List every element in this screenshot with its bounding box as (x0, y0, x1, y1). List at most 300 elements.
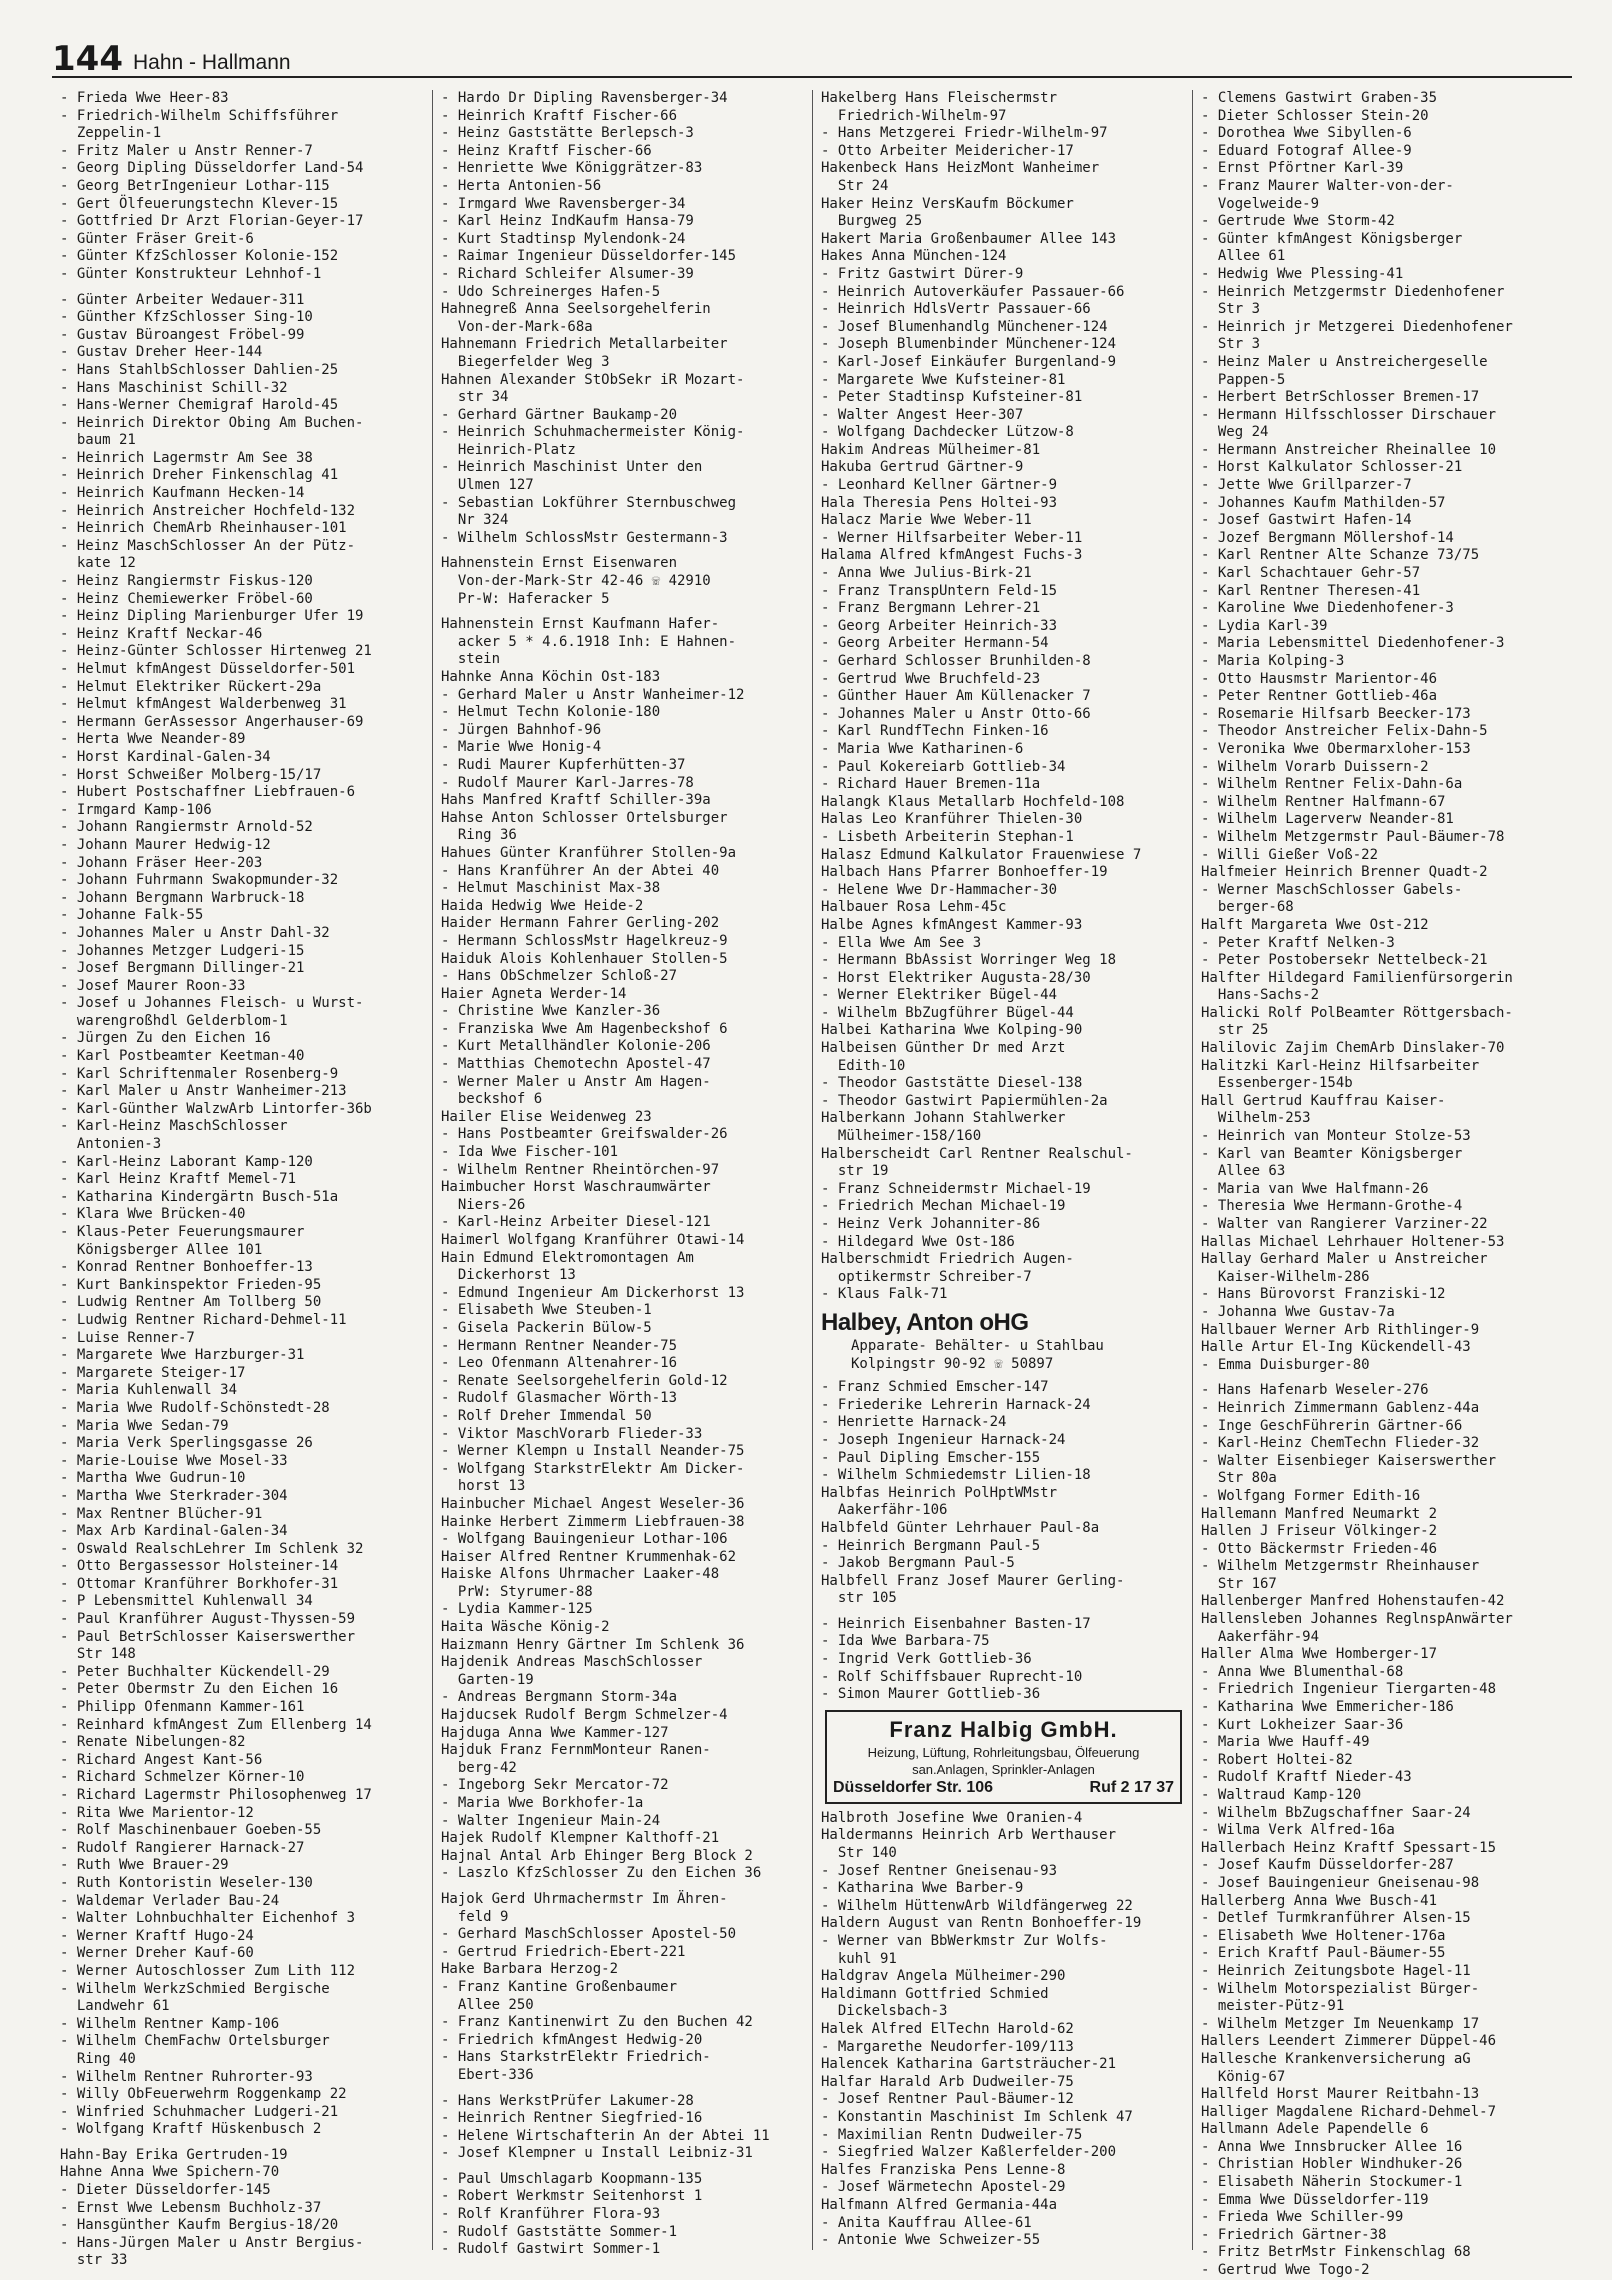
directory-entry: - Rolf Maschinenbauer Goeben-55 (60, 1822, 322, 1839)
directory-entry: Hajduk Franz FernmMonteur Ranen- berg-42 (441, 1742, 711, 1776)
directory-entry: - Gerhard Schlosser Brunhilden-8 (821, 653, 1091, 669)
halbey-firm-name: Halbey, Anton oHG (821, 1308, 1029, 1336)
directory-entry: Halbroth Josefine Wwe Oranien-4 (821, 1809, 1083, 1826)
directory-entry: - Horst Kardinal-Galen-34 (60, 748, 271, 765)
directory-entry: - Wilhelm Motorspezialist Bürger- meister-Pütz-91 (1201, 1980, 1480, 2015)
directory-entry: - Helene Wirtschafterin An der Abtei 11 (441, 2127, 770, 2144)
directory-entry: - Peter Stadtinsp Kufsteiner-81 (821, 389, 1083, 406)
directory-entry: - Hans Maschinist Schill-32 (60, 379, 288, 396)
directory-entry: Hakert Maria Großenbaumer Allee 143 (821, 230, 1117, 247)
directory-entry: - Hans Metzgerei Friedr-Wilhelm-97 (821, 125, 1108, 142)
directory-entry: - Martha Wwe Gudrun-10 (60, 1470, 246, 1487)
directory-entry: - Karoline Wwe Diedenhofener-3 (1201, 600, 1454, 617)
directory-entry: - Antonie Wwe Schweizer-55 (821, 2232, 1041, 2249)
directory-entry: Hakim Andreas Mülheimer-81 (821, 441, 1041, 458)
directory-entry: - Katharina Wwe Emmericher-186 (1201, 1699, 1454, 1716)
directory-entry: - Hans StahlbSchlosser Dahlien-25 (60, 361, 339, 378)
directory-entry: - Jakob Bergmann Paul-5 (821, 1555, 1015, 1572)
directory-entry: - Johann Maurer Hedwig-12 (60, 836, 271, 853)
directory-entry: - Heinz Maler u Anstreichergeselle Pappen-5 (1201, 353, 1488, 388)
directory-entry: Hallesche Krankenversicherung aG König-67 (1201, 2050, 1471, 2085)
directory-entry: - Johannes Maler u Anstr Dahl-32 (60, 924, 330, 941)
directory-entry: Halicki Rolf PolBeamter Röttgersbach- str 25 (1201, 1004, 1513, 1039)
directory-entry: Halbfas Heinrich PolHptWMstr Aakerfähr-106 (821, 1484, 1058, 1519)
directory-entry: - Rudi Maurer Kupferhütten-37 (441, 756, 686, 773)
directory-entry: - Fritz BetrMstr Finkenschlag 68 (1201, 2244, 1471, 2261)
directory-entry: - Heinrich Zeitungsbote Hagel-11 (1201, 1962, 1471, 1979)
directory-entry: - Henriette Harnack-24 (821, 1414, 1007, 1431)
directory-entry: - Heinrich Zimmermann Gablenz-44a (1201, 1399, 1480, 1416)
directory-entry: - Wolfgang Dachdecker Lützow-8 (821, 424, 1074, 441)
directory-entry: - Ludwig Rentner Richard-Dehmel-11 (60, 1311, 347, 1328)
directory-entry: - Hedwig Wwe Plessing-41 (1201, 265, 1404, 282)
directory-entry: Haimbucher Horst Waschraumwärter Niers-26 (441, 1179, 711, 1213)
directory-entry: Haller Alma Wwe Homberger-17 (1201, 1646, 1438, 1663)
directory-entry: - Wolfgang Former Edith-16 (1201, 1487, 1421, 1504)
directory-entry: - Anita Kauffrau Allee-61 (821, 2214, 1032, 2231)
directory-entry: - Johanna Wwe Gustav-7a (1201, 1303, 1395, 1320)
directory-entry: - Josef Rentner Paul-Bäumer-12 (821, 2091, 1074, 2108)
directory-entry: - Peter Buchhalter Kückendell-29 (60, 1663, 330, 1680)
directory-entry: - Hans Bürovorst Franziski-12 (1201, 1286, 1446, 1303)
directory-entry: - Andreas Bergmann Storm-34a (441, 1689, 678, 1706)
directory-entry: - Hermann SchlossMstr Hagelkreuz-9 (441, 932, 728, 949)
page-header (52, 32, 1572, 78)
directory-entry: - Christian Hobler Windhuker-26 (1201, 2156, 1463, 2173)
directory-entry: - Heinrich Bergmann Paul-5 (821, 1537, 1041, 1554)
directory-entry: - Johannes Metzger Ludgeri-15 (60, 942, 305, 959)
directory-entry: - Karl-Josef Einkäufer Burgenland-9 (821, 353, 1117, 370)
directory-entry: - Werner Dreher Kauf-60 (60, 1945, 254, 1962)
directory-entry: - Rudolf Kraftf Nieder-43 (1201, 1769, 1412, 1786)
directory-entry: - Karl-Heinz Arbeiter Diesel-121 (441, 1214, 711, 1231)
directory-entry: - Josef u Johannes Fleisch- u Wurst- warengroßhdl Gelderblom-1 (60, 995, 364, 1029)
directory-entry: - Hildegard Wwe Ost-186 (821, 1233, 1015, 1250)
halbey-business-line: Apparate- Behälter- u Stahlbau (851, 1337, 1104, 1354)
directory-entry: - Emma Wwe Düsseldorfer-119 (1201, 2191, 1429, 2208)
directory-entry: - Willy ObFeuerwehrm Roggenkamp 22 (60, 2086, 347, 2103)
directory-entry: Haizmann Henry Gärtner Im Schlenk 36 (441, 1636, 745, 1653)
directory-entry: - Waldemar Verlader Bau-24 (60, 1892, 280, 1909)
directory-entry: Halberschmidt Friedrich Augen- optikermstr Schreiber-7 (821, 1251, 1074, 1285)
directory-entry: - Wolfgang Kraftf Hüskenbusch 2 (60, 2121, 322, 2138)
directory-entry: Hajok Gerd Uhrmachermstr Im Ähren- feld 9 (441, 1890, 728, 1925)
column-3 (812, 90, 1192, 2250)
directory-entry: Haita Wäsche König-2 (441, 1619, 610, 1636)
directory-entry: - Wilhelm Metzgermstr Rheinhauser Str 167 (1201, 1558, 1480, 1592)
directory-entry: Hallfeld Horst Maurer Reitbahn-13 (1201, 2086, 1480, 2103)
directory-entry: - Irmgard Wwe Ravensberger-34 (441, 195, 686, 212)
directory-entry: - Werner Klempn u Install Neander-75 (441, 1443, 745, 1460)
directory-entry: - Udo Schreinerges Hafen-5 (441, 283, 661, 300)
directory-entry: - Kurt Stadtinsp Mylendonk-24 (441, 230, 686, 247)
directory-entry: Hajduga Anna Wwe Kammer-127 (441, 1724, 669, 1741)
directory-entry: - Inge GeschFührerin Gärtner-66 (1201, 1417, 1463, 1434)
directory-entry: - Viktor MaschVorarb Flieder-33 (441, 1425, 703, 1442)
halbig-contact (833, 1778, 1174, 1798)
directory-entry: - Wilhelm WerkzSchmied Bergische Landwehr 61 (60, 1980, 330, 2015)
directory-entry: - Karl Schachtauer Gehr-57 (1201, 565, 1421, 582)
directory-entry: - Anna Wwe Blumenthal-68 (1201, 1663, 1404, 1680)
directory-entry: - Karl Heinz Kraftf Memel-71 (60, 1171, 297, 1188)
directory-entry: - Paul Kranführer August-Thyssen-59 (60, 1611, 356, 1628)
directory-entry: - Heinrich Eisenbahner Basten-17 (821, 1615, 1091, 1632)
directory-entry: - Georg Arbeiter Hermann-54 (821, 635, 1049, 652)
halbig-advertisement (825, 1710, 1182, 1804)
directory-entry: Hallemann Manfred Neumarkt 2 (1201, 1505, 1438, 1522)
directory-entry: Haiske Alfons Uhrmacher Laaker-48 PrW: Styrumer-88 (441, 1566, 720, 1600)
halbig-firm-name: Franz Halbig GmbH. (889, 1716, 1118, 1742)
directory-entry: - Hansgünther Kaufm Bergius-18/20 (60, 2217, 339, 2234)
directory-entry: - Ingrid Verk Gottlieb-36 (821, 1651, 1032, 1668)
directory-entry: - Josef Kaufm Düsseldorfer-287 (1201, 1857, 1454, 1874)
directory-entry: - Max Rentner Blücher-91 (60, 1505, 263, 1522)
directory-entry: - Heinz Dipling Marienburger Ufer 19 (60, 608, 364, 625)
directory-entry: - Werner Kraftf Hugo-24 (60, 1927, 254, 1944)
directory-entry: - Gertrud Friedrich-Ebert-221 (441, 1943, 686, 1960)
directory-entry: - Werner Autoschlosser Zum Lith 112 (60, 1962, 356, 1979)
directory-entry: - Theodor Gastwirt Papiermühlen-2a (821, 1092, 1108, 1109)
column-4-entries (1201, 90, 1566, 2280)
entry-gap (441, 608, 806, 616)
directory-entry: - Günter kfmAngest Königsberger Allee 61 (1201, 230, 1463, 265)
directory-entry: - Renate Nibelungen-82 (60, 1734, 246, 1751)
directory-entry: - Wilhelm Lagerverw Neander-81 (1201, 811, 1454, 828)
directory-entry: - Gottfried Dr Arzt Florian-Geyer-17 (60, 213, 364, 230)
entry-gap (821, 1608, 1186, 1616)
directory-entry: Hahs Manfred Kraftf Schiller-39a (441, 792, 711, 809)
directory-entry: - Georg BetrIngenieur Lothar-115 (60, 177, 330, 194)
directory-entry: Hailer Elise Weidenweg 23 (441, 1108, 652, 1125)
directory-entry: Hallensleben Johannes ReglnspAnwärter Aakerfähr-94 (1201, 1611, 1513, 1645)
directory-entry: Halas Leo Kranführer Thielen-30 (821, 811, 1083, 828)
directory-entry: - Kurt Lokheizer Saar-36 (1201, 1716, 1404, 1733)
directory-entry: Halbauer Rosa Lehm-45c (821, 899, 1007, 916)
directory-entry: - Philipp Ofenmann Kammer-161 (60, 1699, 305, 1716)
directory-entry: - Wilhelm Rentner Rheintörchen-97 (441, 1161, 720, 1178)
directory-entry: - Johannes Maler u Anstr Otto-66 (821, 705, 1091, 722)
directory-entry: Halft Margareta Wwe Ost-212 (1201, 916, 1429, 933)
directory-entry: - Karl-Günther WalzwArb Lintorfer-36b (60, 1100, 372, 1117)
directory-entry: - Rosemarie Hilfsarb Beecker-173 (1201, 705, 1471, 722)
directory-entry: - Lydia Karl-39 (1201, 617, 1328, 634)
directory-entry: - Günther Hauer Am Küllenacker 7 (821, 688, 1091, 705)
directory-entry: - Lisbeth Arbeiterin Stephan-1 (821, 828, 1074, 845)
directory-entry: - Helmut Techn Kolonie-180 (441, 704, 661, 721)
directory-entry: - Friedrich Ingenieur Tiergarten-48 (1201, 1681, 1497, 1698)
directory-entry: - Franz Schmied Emscher-147 (821, 1379, 1049, 1396)
directory-entry: - Dieter Düsseldorfer-145 (60, 2182, 271, 2199)
directory-entry: - Maria Wwe Hauff-49 (1201, 1734, 1370, 1751)
directory-entry: Halliger Magdalene Richard-Dehmel-7 (1201, 2103, 1497, 2120)
directory-columns (52, 90, 1572, 2279)
directory-entry: - Maria Wwe Sedan-79 (60, 1417, 229, 1434)
directory-entry: - Friedrich kfmAngest Hedwig-20 (441, 2031, 703, 2048)
directory-entry: - Paul Kokereiarb Gottlieb-34 (821, 758, 1066, 775)
directory-entry: - Gert Ölfeuerungstechn Klever-15 (60, 195, 339, 212)
column-1-entries (60, 90, 426, 2270)
directory-entry: - Katharina Wwe Barber-9 (821, 1880, 1024, 1897)
directory-entry: - Maximilian Rentn Dudweiler-75 (821, 2126, 1083, 2143)
directory-entry: - Hans ObSchmelzer Schloß-27 (441, 968, 678, 985)
directory-entry: - Hans-Jürgen Maler u Anstr Bergius- str 33 (60, 2234, 364, 2269)
directory-entry: - Josef Maurer Roon-33 (60, 977, 246, 994)
directory-entry: - Paul Dipling Emscher-155 (821, 1449, 1041, 1466)
directory-entry: - Johann Rangiermstr Arnold-52 (60, 819, 313, 836)
directory-entry: - Gertrud Wwe Bruchfeld-23 (821, 670, 1041, 687)
running-head: Hahn - Hallmann (132, 50, 291, 74)
directory-entry: - Johann Fräser Heer-203 (60, 854, 263, 871)
directory-entry: - Walter Eisenbieger Kaiserswerther Str 80a (1201, 1452, 1497, 1487)
directory-entry: Haldgrav Angela Mülheimer-290 (821, 1968, 1066, 1985)
directory-entry: - Jette Wwe Grillparzer-7 (1201, 477, 1412, 494)
directory-entry: - Günter Konstrukteur Lehnhof-1 (60, 265, 322, 282)
directory-entry: - Hans StarkstrElektr Friedrich- Ebert-336 (441, 2049, 711, 2083)
directory-entry: - Helmut kfmAngest Walderbenweg 31 (60, 696, 347, 713)
directory-entry: - Friedrich Mechan Michael-19 (821, 1198, 1066, 1215)
directory-entry: - Kurt Bankinspektor Frieden-95 (60, 1276, 322, 1293)
directory-entry: - Karl RundfTechn Finken-16 (821, 723, 1049, 740)
directory-entry: - Heinrich Autoverkäufer Passauer-66 (821, 283, 1125, 300)
directory-entry: - Wilhelm Schmiedemstr Lilien-18 (821, 1467, 1091, 1484)
directory-entry: - Franz Maurer Walter-von-der- Vogelweide-9 (1201, 177, 1454, 212)
directory-entry: - Hans Hafenarb Weseler-276 (1201, 1382, 1429, 1399)
directory-entry: Hakuba Gertrud Gärtner-9 (821, 459, 1024, 476)
directory-entry: Halbfeld Günter Lehrhauer Paul-8a (821, 1519, 1100, 1536)
directory-entry: - Klara Wwe Brücken-40 (60, 1206, 246, 1223)
directory-entry: Hallerbach Heinz Kraftf Spessart-15 (1201, 1839, 1497, 1856)
directory-entry: - Kurt Metallhändler Kolonie-206 (441, 1038, 711, 1055)
directory-entry: - Gustav Dreher Heer-144 (60, 344, 263, 361)
directory-entry: - Dieter Schlosser Stein-20 (1201, 107, 1429, 124)
directory-entry: - Maria Kolping-3 (1201, 653, 1345, 669)
directory-entry: - Gustav Büroangest Fröbel-99 (60, 326, 305, 343)
directory-entry: Halfter Hildegard Familienfürsorgerin Hans-Sachs-2 (1201, 969, 1513, 1004)
directory-entry: - Hermann Anstreicher Rheinallee 10 (1201, 441, 1497, 458)
directory-entry: - Georg Dipling Düsseldorfer Land-54 (60, 160, 364, 177)
directory-entry: Halilovic Zajim ChemArb Dinslaker-70 (1201, 1040, 1505, 1057)
directory-entry: - Anna Wwe Innsbrucker Allee 16 (1201, 2138, 1463, 2155)
directory-entry: Halfar Harald Arb Dudweiler-75 (821, 2073, 1074, 2090)
directory-entry: Hahnemann Friedrich Metallarbeiter Biegerfelder Weg 3 (441, 336, 728, 370)
directory-entry: Hallas Michael Lehrhauer Holtener-53 (1201, 1233, 1505, 1250)
directory-entry: - Jürgen Bahnhof-96 (441, 721, 602, 738)
directory-entry: - Richard Lagermstr Philosophenweg 17 (60, 1787, 372, 1803)
directory-entry: - Johann Bergmann Warbruck-18 (60, 889, 305, 906)
directory-entry: - Helmut kfmAngest Düsseldorfer-501 (60, 661, 356, 677)
directory-entry: - Matthias Chemotechn Apostel-47 (441, 1056, 711, 1073)
directory-entry: - Max Arb Kardinal-Galen-34 (60, 1523, 288, 1540)
halbey-address: Kolpingstr 90-92 ☏ 50897 (851, 1355, 1054, 1372)
directory-entry: - Peter Postobersekr Nettelbeck-21 (1201, 952, 1488, 969)
directory-entry: Hahn-Bay Erika Gertruden-19 (60, 2146, 288, 2163)
directory-entry: - Karl Rentner Alte Schanze 73/75 (1201, 547, 1480, 564)
directory-entry: Hahnenstein Ernst Eisenwaren Von-der-Mark-Str 42-46 ☏ 42910 Pr-W: Haferacker 5 (441, 555, 711, 607)
directory-entry: - Theresia Wwe Hermann-Grothe-4 (1201, 1198, 1463, 1215)
directory-entry: Hahnen Alexander StObSekr iR Mozart- str 34 (441, 371, 745, 406)
directory-entry: - Heinrich ChemArb Rheinhauser-101 (60, 520, 347, 537)
directory-entry: - Peter Rentner Gottlieb-46a (1201, 688, 1438, 705)
directory-entry: - Heinz Chemiewerker Fröbel-60 (60, 590, 313, 607)
directory-entry: - Wolfgang StarkstrElektr Am Dicker- horst 13 (441, 1460, 745, 1495)
directory-entry: Hahnenstein Ernst Kaufmann Hafer- acker 5 * 4.6.1918 Inh: E Hahnen- stein (441, 616, 737, 668)
directory-entry: - Ludwig Rentner Am Tollberg 50 (60, 1294, 322, 1311)
directory-entry: - Horst Kalkulator Schlosser-21 (1201, 459, 1463, 476)
directory-entry: - Frieda Wwe Heer-83 (60, 90, 229, 106)
directory-entry: - Walter van Rangierer Varziner-22 (1201, 1216, 1488, 1232)
halbig-phone: Ruf 2 17 37 (1089, 1778, 1174, 1796)
directory-entry: - Rolf Dreher Immendal 50 (441, 1407, 652, 1424)
directory-entry: - Gerhard MaschSchlosser Apostel-50 (441, 1926, 737, 1943)
directory-entry: - Maria Lebensmittel Diedenhofener-3 (1201, 635, 1505, 652)
directory-entry: - Margarete Steiger-17 (60, 1364, 246, 1381)
directory-entry: - Hans WerkstPrüfer Lakumer-28 (441, 2092, 694, 2109)
directory-entry: - Elisabeth Näherin Stockumer-1 (1201, 2174, 1463, 2191)
directory-entry: Halberscheidt Carl Rentner Realschul- str 19 (821, 1145, 1133, 1180)
halbig-address: Düsseldorfer Str. 106 (833, 1778, 994, 1796)
directory-entry: Hahne Anna Wwe Spichern-70 (60, 2164, 280, 2181)
directory-entry: - Wilhelm BbZugschaffner Saar-24 (1201, 1804, 1471, 1821)
directory-entry: - Günter Fräser Greit-6 (60, 230, 254, 247)
directory-entry: - Heinz MaschSchlosser An der Pütz- kate 12 (60, 537, 356, 572)
directory-entry: - Waltraud Kamp-120 (1201, 1787, 1362, 1803)
directory-entry: - Marie Wwe Honig-4 (441, 739, 602, 756)
directory-entry: - Detlef Turmkranführer Alsen-15 (1201, 1910, 1471, 1927)
directory-entry: Halbe Agnes kfmAngest Kammer-93 (821, 916, 1083, 933)
directory-entry: - Werner Elektriker Bügel-44 (821, 987, 1058, 1004)
directory-entry: Hake Barbara Herzog-2 (441, 1961, 619, 1978)
directory-entry: - Walter Lohnbuchhalter Eichenhof 3 (60, 1910, 356, 1927)
directory-entry: - Sebastian Lokführer Sternbuschweg Nr 324 (441, 494, 737, 529)
directory-entry: - Margarete Wwe Kufsteiner-81 (821, 371, 1066, 388)
directory-entry: - Josef Bergmann Dillinger-21 (60, 960, 305, 977)
directory-entry: - Jürgen Zu den Eichen 16 (60, 1030, 271, 1047)
directory-entry: - Franz Bergmann Lehrer-21 (821, 600, 1041, 617)
directory-entry: - Heinrich Rentner Siegfried-16 (441, 2110, 703, 2127)
directory-entry: - Karl-Heinz ChemTechn Flieder-32 (1201, 1435, 1480, 1452)
directory-entry: - Otto Bäckermstr Frieden-46 (1201, 1540, 1438, 1557)
directory-entry: Haldern August van Rentn Bonhoeffer-19 (821, 1915, 1142, 1932)
directory-entry: Hain Edmund Elektromontagen Am Dickerhorst 13 (441, 1249, 694, 1284)
directory-entry: - Hermann Rentner Neander-75 (441, 1337, 678, 1354)
directory-entry: - Heinz Kraftf Neckar-46 (60, 625, 263, 642)
directory-entry: - Wilhelm Vorarb Duissern-2 (1201, 758, 1429, 775)
directory-entry: - Johann Fuhrmann Swakopmunder-32 (60, 872, 339, 889)
directory-entry: Halle Artur El-Ing Kückendell-43 (1201, 1339, 1471, 1356)
directory-entry: - Raimar Ingenieur Düsseldorfer-145 (441, 248, 737, 265)
directory-entry: - Otto Arbeiter Meidericher-17 (821, 142, 1074, 159)
directory-entry: - Josef Wärmetechn Apostel-29 (821, 2179, 1066, 2196)
entry-gap (1201, 1374, 1566, 1382)
directory-entry: Halbfell Franz Josef Maurer Gerling- str 105 (821, 1572, 1125, 1607)
directory-entry: Halberkann Johann Stahlwerker Mülheimer-158/160 (821, 1110, 1066, 1145)
directory-entry: - Rudolf Gaststätte Sommer-1 (441, 2223, 678, 2240)
directory-entry: - Helene Wwe Dr-Hammacher-30 (821, 881, 1058, 898)
directory-entry: - Robert Holtei-82 (1201, 1751, 1353, 1768)
directory-entry: - Fritz Maler u Anstr Renner-7 (60, 142, 313, 159)
directory-entry: - Heinz Rangiermstr Fiskus-120 (60, 573, 313, 590)
directory-entry: - Hardo Dr Dipling Ravensberger-34 (441, 90, 728, 106)
halbig-services-line-1: Heizung, Lüftung, Rohrleitungsbau, Ölfeuerung (867, 1744, 1140, 1760)
directory-entry: - Rolf Kranführer Flora-93 (441, 2206, 661, 2223)
directory-entry: - Rudolf Gastwirt Sommer-1 (441, 2241, 661, 2258)
directory-entry: - Heinrich Lagermstr Am See 38 (60, 449, 313, 466)
directory-entry: Haker Heinz VersKaufm Böckumer Burgweg 25 (821, 195, 1074, 230)
directory-entry: - Martha Wwe Sterkrader-304 (60, 1487, 288, 1504)
directory-entry: Hallenberger Manfred Hohenstaufen-42 (1201, 1593, 1505, 1610)
directory-entry: Hakelberg Hans Fleischermstr Friedrich-Wilhelm-97 (821, 90, 1058, 124)
directory-entry: - Franz Kantinenwirt Zu den Buchen 42 (441, 2014, 753, 2031)
directory-entry: - Johanne Falk-55 (60, 907, 204, 924)
directory-entry: - Werner Maler u Anstr Am Hagen- beckshof 6 (441, 1073, 711, 1108)
directory-entry: - Wilhelm SchlossMstr Gestermann-3 (441, 529, 728, 546)
directory-entry: Hall Gertrud Kauffrau Kaiser- Wilhelm-253 (1201, 1092, 1446, 1127)
directory-entry: Hajnal Antal Arb Ehinger Berg Block 2 (441, 1847, 753, 1864)
directory-entry: - Wilma Verk Alfred-16a (1201, 1822, 1395, 1839)
directory-entry: - Rolf Schiffsbauer Ruprecht-10 (821, 1668, 1083, 1685)
directory-entry: - Heinrich Direktor Obing Am Buchen- baum 21 (60, 414, 364, 449)
directory-entry: - Wilhelm Rentner Felix-Dahn-6a (1201, 776, 1463, 793)
directory-entry: Halbei Katharina Wwe Kolping-90 (821, 1022, 1083, 1039)
directory-entry: - Klaus-Peter Feuerungsmaurer Königsberger Allee 101 (60, 1224, 305, 1258)
directory-entry: - Werner Hilfsarbeiter Weber-11 (821, 529, 1083, 546)
directory-entry: - Richard Angest Kant-56 (60, 1751, 263, 1768)
directory-entry: - Gertrud Wwe Togo-2 (1201, 2262, 1370, 2279)
directory-entry: - Fritz Gastwirt Dürer-9 (821, 265, 1024, 282)
directory-entry: Hahse Anton Schlosser Ortelsburger Ring 36 (441, 809, 728, 844)
directory-entry: - Johannes Kaufm Mathilden-57 (1201, 494, 1446, 511)
directory-entry: - Horst Schweißer Molberg-15/17 (60, 766, 322, 783)
entry-gap (60, 284, 426, 292)
directory-entry: Hala Theresia Pens Holtei-93 (821, 494, 1058, 511)
directory-entry: - Karl Postbeamter Keetman-40 (60, 1048, 305, 1065)
directory-entry: - Henriette Wwe Königgrätzer-83 (441, 160, 703, 177)
directory-entry: - P Lebensmittel Kuhlenwall 34 (60, 1593, 313, 1610)
directory-entry: Halbeisen Günther Dr med Arzt Edith-10 (821, 1040, 1066, 1074)
directory-entry: - Rita Wwe Marientor-12 (60, 1804, 254, 1821)
directory-entry: - Heinrich Anstreicher Hochfeld-132 (60, 502, 356, 519)
directory-entry: Hajek Rudolf Klempner Kalthoff-21 (441, 1830, 720, 1847)
directory-entry: - Maria Wwe Borkhofer-1a (441, 1795, 644, 1811)
directory-entry: - Christine Wwe Kanzler-36 (441, 1003, 661, 1020)
directory-entry: Halfes Franziska Pens Lenne-8 (821, 2161, 1066, 2178)
directory-entry: - Josef Rentner Gneisenau-93 (821, 1862, 1058, 1879)
directory-entry: - Friederike Lehrerin Harnack-24 (821, 1396, 1091, 1413)
directory-entry: - Heinrich Kaufmann Hecken-14 (60, 485, 305, 502)
directory-entry: - Hans-Werner Chemigraf Harold-45 (60, 397, 339, 414)
directory-entry: - Hans Kranführer An der Abtei 40 (441, 862, 720, 879)
directory-entry: Hahnke Anna Köchin Ost-183 (441, 669, 661, 685)
directory-entry: - Gisela Packerin Bülow-5 (441, 1319, 652, 1336)
directory-entry: - Emma Duisburger-80 (1201, 1356, 1370, 1373)
directory-entry: - Ruth Kontoristin Weseler-130 (60, 1874, 313, 1891)
directory-entry: - Joseph Blumenbinder Münchener-124 (821, 336, 1117, 353)
directory-entry: - Hans Postbeamter Greifswalder-26 (441, 1126, 728, 1143)
directory-entry: Halek Alfred ElTechn Harold-62 (821, 2020, 1074, 2037)
directory-entry: - Paul BetrSchlosser Kaiserswerther Str 148 (60, 1628, 356, 1663)
directory-entry: - Ingeborg Sekr Mercator-72 (441, 1777, 669, 1794)
directory-entry: - Heinrich Dreher Finkenschlag 41 (60, 467, 339, 484)
directory-entry: - Rudolf Maurer Karl-Jarres-78 (441, 774, 694, 791)
directory-entry: - Horst Elektriker Augusta-28/30 (821, 969, 1091, 986)
directory-entry: - Peter Kraftf Nelken-3 (1201, 934, 1395, 951)
directory-entry: - Dorothea Wwe Sibyllen-6 (1201, 125, 1412, 142)
column-3-entries-top (821, 90, 1186, 1304)
column-2-entries (441, 90, 806, 2259)
directory-entry: - Peter Obermstr Zu den Eichen 16 (60, 1681, 339, 1698)
directory-entry: - Elisabeth Wwe Steuben-1 (441, 1302, 652, 1319)
directory-entry: - Joseph Ingenieur Harnack-24 (821, 1431, 1066, 1448)
